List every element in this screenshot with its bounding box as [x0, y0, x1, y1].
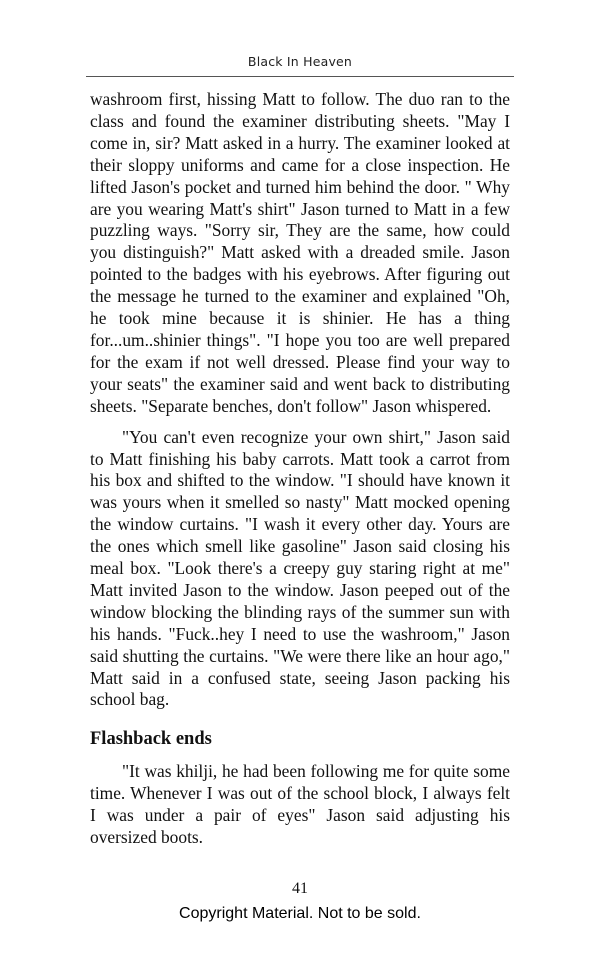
body-text [90, 89, 510, 849]
paragraph: "You can't even recognize your own shirt," Jason said to Matt finishing his baby carrots. Matt took a carrot from his box and shifted to the window. "I should have known it was yours when it smelled so nasty" Matt mocked opening the window curtains. "I wash it every other day. Yours are the ones which smell like gasoline" Jason said closing his meal box. "Look there's a creepy guy staring right at me" Matt invited Jason to the window. Jason peeped out of the window blocking the blinding rays of the summer sun with his hands. "Fuck..hey I need to use the washroom," Jason said shutting the curtains. "We were there like an hour ago," Matt said in a confused state, seeing Jason packing his school bag. [90, 426, 510, 710]
page-number: 41 [292, 880, 308, 897]
running-header-title: Black In Heaven [247, 54, 353, 69]
section-heading: Flashback ends [90, 729, 212, 750]
paragraph: washroom first, hissing Matt to follow. The duo ran to the class and found the examiner distributing sheets. "May I come in, sir? Matt asked in a hurry. The examiner looked at their sloppy uniforms and came for a close inspection. He lifted Jason's pocket and turned him behind the door. " Why are you wearing Matt's shirt" Jason turned to Matt in a few puzzling ways. "Sorry sir, They are the same, how could you distinguish?" Matt asked with a dreaded smile. Jason pointed to the badges with his eyebrows. After figuring out the message he turned to the examiner and explained "Oh, he took mine because it is shinier. He has a thing for...um..shinier things". "I hope you too are well prepared for the exam if not well dressed. Please find your way to your seats" the examiner said and went back to distributing sheets. "Separate benches, don't follow" Jason whispered. [90, 89, 510, 416]
copyright-notice: Copyright Material. Not to be sold. [179, 905, 421, 922]
header-divider [86, 76, 514, 77]
paragraph: "It was khilji, he had been following me for quite some time. Whenever I was out of the school block, I always felt I was under a pair of eyes" Jason said adjusting his oversized boots. [90, 761, 510, 848]
